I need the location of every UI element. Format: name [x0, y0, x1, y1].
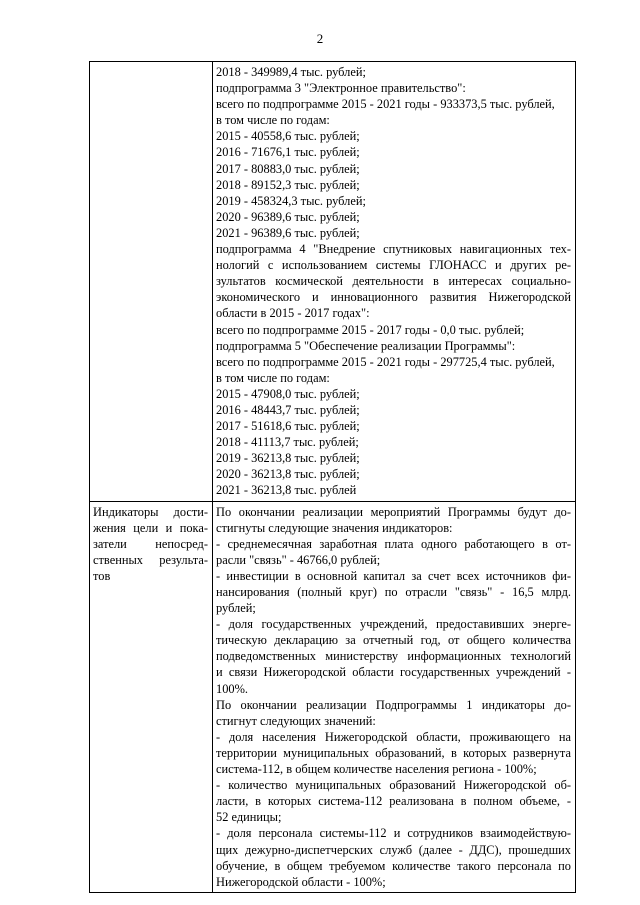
text-line: расли "связь" - 46766,0 рублей; — [216, 552, 381, 567]
text-line: затели непосред- — [93, 536, 208, 551]
text-line: Нижегородской области - 100%; — [216, 874, 386, 889]
text-line: 2019 - 458324,3 тыс. рублей; — [216, 193, 366, 208]
text-line: 2020 - 36213,8 тыс. рублей; — [216, 467, 360, 482]
text-line: подведомственных министерству информационных технологий — [216, 649, 571, 664]
text-line: - инвестиции в основной капитал за счет всех источников фи- — [216, 568, 571, 583]
text-line: жения цели и пока- — [93, 520, 208, 535]
row-label-cell — [90, 62, 213, 502]
row-content-cell — [213, 62, 576, 502]
text-line: зультатов космической деятельности в интересах социально- — [216, 274, 571, 289]
text-line: подпрограмма 3 "Электронное правительство": — [216, 81, 466, 96]
text-line: система-112, в общем количестве населения региона - 100%; — [216, 762, 537, 777]
row-content-cell — [213, 501, 576, 892]
text-line: 2016 - 71676,1 тыс. рублей; — [216, 145, 360, 160]
text-line: 2019 - 36213,8 тыс. рублей; — [216, 451, 360, 466]
text-line: 2016 - 48443,7 тыс. рублей; — [216, 402, 360, 417]
passport-table — [89, 61, 576, 893]
text-line: стигнут следующих значений: — [216, 713, 376, 728]
text-line: По окончании реализации Подпрограммы 1 индикаторы до- — [216, 697, 571, 712]
text-line: 2018 - 41113,7 тыс. рублей; — [216, 435, 359, 450]
text-line: всего по подпрограмме 2015 - 2021 годы - 933373,5 тыс. рублей, — [216, 97, 555, 112]
text-line: области в 2015 - 2017 годах": — [216, 306, 370, 321]
page-number: 2 — [316, 31, 324, 46]
text-line: 2018 - 349989,4 тыс. рублей; — [216, 65, 366, 79]
text-line: всего по подпрограмме 2015 - 2017 годы - 0,0 тыс. рублей; — [216, 322, 525, 337]
text-line: в том числе по годам: — [216, 370, 330, 385]
text-line: - доля персонала системы-112 и сотрудников взаимодействую- — [216, 826, 571, 841]
text-line: 2020 - 96389,6 тыс. рублей; — [216, 209, 360, 224]
text-line: 2021 - 96389,6 тыс. рублей; — [216, 225, 360, 240]
text-line: 2017 - 51618,6 тыс. рублей; — [216, 419, 360, 434]
text-line: обучение, в общем требуемом количестве такого персонала по — [216, 858, 571, 873]
text-line: тическую декларацию за отчетный год, от общего количества — [216, 633, 571, 648]
text-line: стигнуты следующие значения индикаторов: — [216, 520, 453, 535]
text-line: - доля населения Нижегородской области, проживающего на — [216, 729, 571, 744]
table-row-indicators — [90, 501, 576, 892]
text-line: ственных результа- — [93, 552, 208, 567]
text-line: 2015 - 47908,0 тыс. рублей; — [216, 386, 360, 401]
text-line: Индикаторы дости- — [93, 504, 208, 519]
text-line: 2015 - 40558,6 тыс. рублей; — [216, 129, 360, 144]
text-line: подпрограмма 4 "Внедрение спутниковых навигационных тех- — [216, 242, 571, 257]
text-line: и связи Нижегородской области государственных учреждений - — [216, 665, 571, 680]
text-line: - среднемесячная заработная плата одного работающего в от- — [216, 536, 571, 551]
text-line: в том числе по годам: — [216, 113, 330, 128]
text-line: тов — [93, 568, 111, 583]
text-line: щих дежурно-диспетчерских служб (далее - ДДС), прошедших — [216, 842, 571, 857]
text-line: 52 единицы; — [216, 810, 282, 825]
text-line: 100%. — [216, 681, 249, 696]
text-line: рублей; — [216, 601, 256, 616]
text-line: - доля государственных учреждений, предоставивших энерге- — [216, 617, 571, 632]
text-line: 2018 - 89152,3 тыс. рублей; — [216, 177, 360, 192]
text-line: По окончании реализации мероприятий Программы будут до- — [216, 504, 571, 519]
table-row-financing — [90, 62, 576, 502]
text-line: 2021 - 36213,8 тыс. рублей — [216, 483, 357, 498]
text-line: экономического и инновационного развития Нижегородской — [216, 290, 571, 305]
text-line: нологий с использованием системы ГЛОНАСС и других ре- — [216, 258, 571, 273]
text-line: ласти, в которых система-112 реализована в полном объеме, - — [216, 794, 571, 809]
text-line: 2017 - 80883,0 тыс. рублей; — [216, 161, 360, 176]
row-label-cell — [90, 501, 213, 892]
text-line: - количество муниципальных образований Нижегородской об- — [216, 778, 571, 793]
text-line: всего по подпрограмме 2015 - 2021 годы - 297725,4 тыс. рублей, — [216, 354, 555, 369]
text-line: нансирования (полный круг) по отрасли "связь" - 16,5 млрд. — [216, 585, 571, 599]
text-line: территории муниципальных образований, в которых развернута — [216, 745, 571, 760]
text-line: подпрограмма 5 "Обеспечение реализации Программы": — [216, 338, 516, 353]
